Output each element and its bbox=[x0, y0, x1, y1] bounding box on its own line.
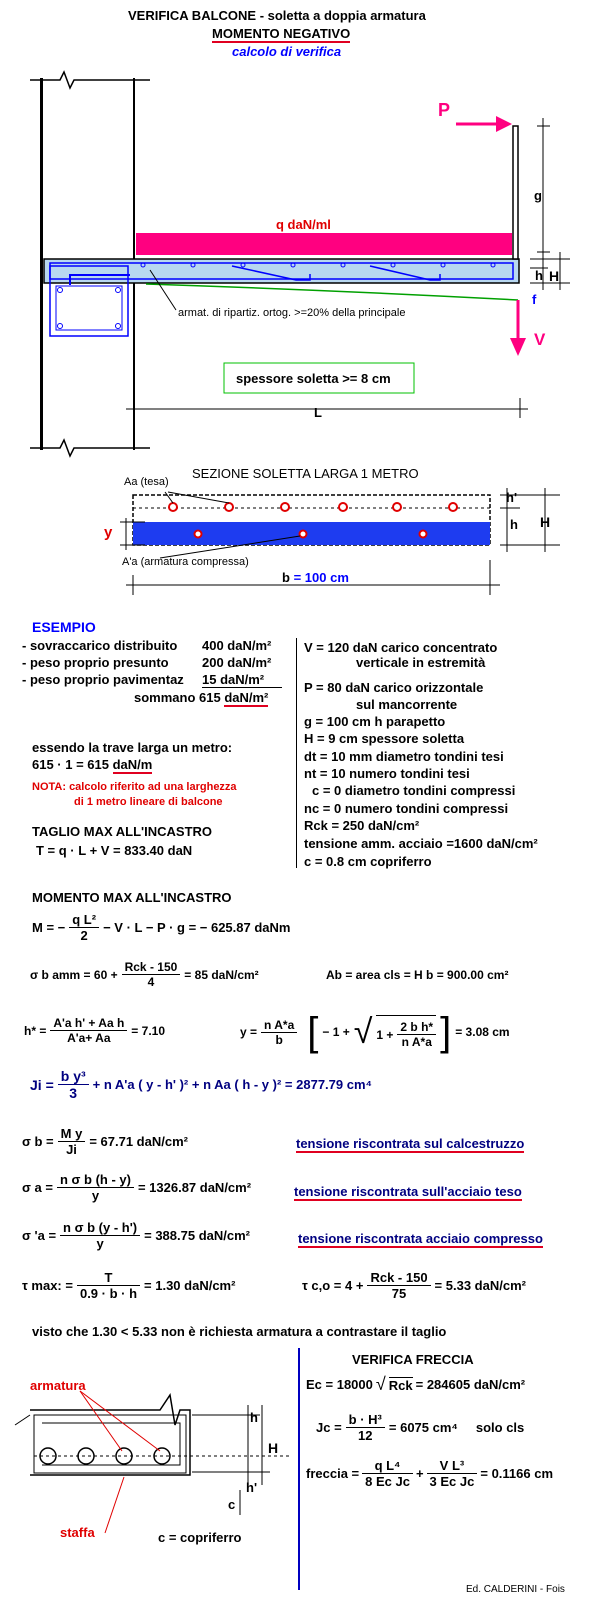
sigma-b-amm-rhs: = 85 daN/cm² bbox=[184, 967, 259, 982]
tau-max-rhs: = 1.30 daN/cm² bbox=[144, 1278, 236, 1293]
ji-num: b y³ bbox=[58, 1068, 89, 1085]
dim-h2-label: h bbox=[510, 517, 518, 532]
sqrt-icon: √ bbox=[353, 1012, 373, 1051]
param-rck: Rck = 250 daN/cm² bbox=[304, 818, 420, 833]
y-inner: 1 + bbox=[376, 1027, 394, 1042]
sqrt-body bbox=[376, 1015, 436, 1049]
dim-y-label: y bbox=[104, 524, 113, 541]
force-v-label: V bbox=[534, 330, 546, 349]
ab-formula: Ab = area cls = H b = 900.00 cm² bbox=[326, 968, 509, 982]
tau-co-rhs: = 5.33 daN/cm² bbox=[434, 1278, 526, 1293]
nota-line2: di 1 metro lineare di balcone bbox=[74, 796, 223, 808]
copriferro-label: c = copriferro bbox=[158, 1530, 242, 1545]
load-q-label: q daN/ml bbox=[276, 217, 331, 232]
sommano-unit: daN/m² bbox=[224, 690, 269, 705]
jc-num: b · H³ bbox=[346, 1412, 385, 1428]
freccia-formula bbox=[306, 1458, 553, 1489]
stirrup-hprime-label: h' bbox=[246, 1480, 258, 1495]
hstar-formula bbox=[24, 1016, 165, 1045]
ec-lhs: Ec = 18000 bbox=[306, 1377, 373, 1392]
sigma-b-rhs: = 67.71 daN/cm² bbox=[89, 1134, 188, 1149]
dim-b-value: = 100 cm bbox=[293, 570, 349, 585]
jc-rhs: = 6075 cm⁴ bbox=[388, 1420, 458, 1435]
calc615-text: 615 · 1 = 615 bbox=[32, 757, 109, 772]
tau-co-den: 75 bbox=[391, 1286, 407, 1301]
page-title: VERIFICA BALCONE - soletta a doppia armatura bbox=[128, 8, 426, 23]
sigma-b-lhs: σ b = bbox=[22, 1134, 54, 1149]
freccia-divider bbox=[298, 1348, 300, 1590]
sigma-b-amm-den: 4 bbox=[147, 975, 155, 989]
momento-title: MOMENTO MAX ALL'INCASTRO bbox=[32, 890, 232, 905]
tau-co-lhs: τ c,o = 4 + bbox=[302, 1278, 364, 1293]
jc-lhs: Jc = bbox=[316, 1420, 342, 1435]
spessore-note: spessore soletta >= 8 cm bbox=[236, 371, 391, 386]
stirrup-H-label: H bbox=[268, 1440, 279, 1456]
dim-b-label: b bbox=[282, 570, 290, 585]
nota-line1: NOTA: calcolo riferito ad una larghezza bbox=[32, 781, 237, 793]
a2a-label: A'a (armatura compressa) bbox=[122, 556, 249, 568]
sigma-2a-note: tensione riscontrata acciaio compresso bbox=[298, 1231, 543, 1246]
armatura-label: armatura bbox=[30, 1378, 86, 1393]
moment-num: q L² bbox=[69, 912, 99, 928]
sigma-a-note: tensione riscontrata sull'acciaio teso bbox=[294, 1184, 522, 1199]
freccia-num2: V L³ bbox=[427, 1458, 478, 1474]
ec-sqrt-icon: √ bbox=[375, 1374, 386, 1394]
sigma-2a-rhs: = 388.75 daN/cm² bbox=[144, 1228, 250, 1243]
y-inner-den: n A*a bbox=[401, 1035, 432, 1049]
tau-max-den: 0.9 · b · h bbox=[79, 1286, 138, 1301]
calc-label: calcolo di verifica bbox=[232, 44, 342, 59]
sigma-b-amm-num: Rck - 150 bbox=[122, 960, 181, 975]
essendo-text: essendo la trave larga un metro: bbox=[32, 740, 233, 755]
deflection-f-label: f bbox=[532, 292, 537, 307]
sigma-a-num: n σ b (h - y) bbox=[57, 1172, 134, 1188]
sigma-a-rhs: = 1326.87 daN/cm² bbox=[137, 1180, 252, 1195]
ji-formula bbox=[30, 1068, 372, 1101]
sigma-2a-formula bbox=[22, 1220, 250, 1251]
load-value-3: 15 daN/m² bbox=[202, 672, 282, 688]
moment-formula bbox=[32, 912, 290, 943]
ec-rhs: = 284605 daN/cm² bbox=[415, 1377, 526, 1392]
tau-max-formula bbox=[22, 1270, 235, 1301]
sigma-b-amm-formula bbox=[30, 960, 259, 989]
param-c: c = 0 diametro tondini compressi bbox=[312, 783, 516, 798]
moment-rhs: − V · L − P · g = − 625.87 daNm bbox=[103, 920, 291, 935]
armat-label: armat. di ripartiz. ortog. >=20% della principale bbox=[178, 307, 406, 319]
y-formula bbox=[240, 1012, 510, 1052]
ec-root: Rck bbox=[388, 1377, 413, 1393]
param-p: P = 80 daN carico orizzontale bbox=[304, 680, 484, 695]
ec-formula bbox=[306, 1374, 525, 1395]
footer-credit: Ed. CALDERINI - Fois bbox=[466, 1584, 565, 1595]
sigma-a-formula bbox=[22, 1172, 251, 1203]
y-mid: − 1 + bbox=[322, 1025, 350, 1039]
freccia-rhs: = 0.1166 cm bbox=[480, 1466, 554, 1481]
sommano-label: sommano 615 bbox=[134, 690, 221, 705]
param-copriferro: c = 0.8 cm copriferro bbox=[304, 854, 432, 869]
calc615-unit: daN/m bbox=[112, 757, 153, 772]
load-value-1: 400 daN/m² bbox=[202, 638, 272, 653]
load-label-2: - peso proprio presunto bbox=[22, 655, 169, 670]
y-num: n A*a bbox=[261, 1018, 297, 1033]
sigma-b-den: Ji bbox=[66, 1142, 77, 1157]
param-v-2: verticale in estremità bbox=[356, 655, 486, 670]
dim-H-label: H bbox=[549, 268, 560, 284]
visto-text: visto che 1.30 < 5.33 non è richiesta armatura a contrastare il taglio bbox=[32, 1324, 447, 1339]
load-value-2: 200 daN/m² bbox=[202, 655, 272, 670]
tau-max-lhs: τ max: = bbox=[22, 1278, 73, 1293]
hstar-lhs: h* = bbox=[24, 1023, 47, 1038]
freccia-plus: + bbox=[415, 1466, 424, 1481]
force-p-label: P bbox=[438, 100, 451, 120]
sigma-2a-lhs: σ 'a = bbox=[22, 1228, 57, 1243]
esempio-title: ESEMPIO bbox=[32, 619, 96, 635]
sigma-b-num: M y bbox=[58, 1126, 86, 1142]
sigma-2a-den: y bbox=[96, 1236, 104, 1251]
sigma-b-note: tensione riscontrata sul calcestruzzo bbox=[296, 1136, 525, 1151]
jc-note: solo cls bbox=[475, 1420, 525, 1435]
y-rhs: = 3.08 cm bbox=[455, 1025, 510, 1039]
taglio-title: TAGLIO MAX ALL'INCASTRO bbox=[32, 824, 213, 839]
sigma-b-formula bbox=[22, 1126, 188, 1157]
sigma-b-amm-lhs: σ b amm = 60 + bbox=[30, 967, 118, 982]
y-lhs: y = bbox=[240, 1025, 258, 1039]
stirrup-h-label: h bbox=[250, 1410, 258, 1425]
section-title: SEZIONE SOLETTA LARGA 1 METRO bbox=[192, 466, 419, 481]
freccia-lhs: freccia = bbox=[306, 1466, 360, 1481]
right-bracket: ] bbox=[440, 1010, 452, 1054]
sigma-2a-num: n σ b (y - h') bbox=[60, 1220, 140, 1236]
param-dt: dt = 10 mm diametro tondini tesi bbox=[304, 749, 504, 764]
param-tensione: tensione amm. acciaio =1600 daN/cm² bbox=[304, 836, 538, 851]
staffa-label: staffa bbox=[60, 1525, 95, 1540]
tau-co-num: Rck - 150 bbox=[367, 1270, 430, 1286]
page-subtitle: MOMENTO NEGATIVO bbox=[212, 26, 351, 41]
dim-g-label: g bbox=[534, 188, 542, 203]
jc-formula bbox=[316, 1412, 524, 1443]
moment-den: 2 bbox=[80, 928, 88, 943]
taglio-formula: T = q · L + V = 833.40 daN bbox=[36, 843, 193, 858]
param-H: H = 9 cm spessore soletta bbox=[304, 731, 465, 746]
tau-max-num: T bbox=[77, 1270, 140, 1286]
freccia-den1: 8 Ec Jc bbox=[365, 1474, 410, 1489]
param-nt: nt = 10 numero tondini tesi bbox=[304, 766, 470, 781]
param-p-2: sul mancorrente bbox=[356, 697, 458, 712]
param-v: V = 120 daN carico concentrato bbox=[304, 640, 498, 655]
load-label-1: - sovraccarico distribuito bbox=[22, 638, 178, 653]
tau-co-formula bbox=[302, 1270, 526, 1301]
ji-rhs: + n A'a ( y - h' )² + n Aa ( h - y )² = 2877.79 cm⁴ bbox=[92, 1077, 372, 1092]
column-divider bbox=[296, 638, 297, 868]
hstar-num: A'a h' + Aa h bbox=[50, 1016, 127, 1031]
y-inner-num: 2 b h* bbox=[397, 1020, 436, 1035]
ji-lhs: Ji = bbox=[30, 1076, 54, 1093]
jc-den: 12 bbox=[358, 1428, 373, 1443]
dim-hprime-label: h' bbox=[506, 490, 518, 505]
dim-h-label: h bbox=[535, 268, 543, 283]
param-nc: nc = 0 numero tondini compressi bbox=[304, 801, 509, 816]
freccia-title: VERIFICA FRECCIA bbox=[352, 1352, 474, 1367]
moment-lhs: M = − bbox=[32, 920, 66, 935]
sigma-a-den: y bbox=[91, 1188, 100, 1203]
sigma-a-lhs: σ a = bbox=[22, 1180, 53, 1195]
stirrup-c-label: c bbox=[228, 1497, 236, 1512]
y-den: b bbox=[275, 1032, 283, 1047]
dim-H2-label: H bbox=[540, 514, 551, 530]
load-label-3: - peso proprio pavimentaz bbox=[22, 672, 184, 687]
dim-L-label: L bbox=[314, 405, 322, 420]
freccia-num1: q L⁴ bbox=[362, 1458, 413, 1474]
param-g: g = 100 cm h parapetto bbox=[304, 714, 446, 729]
aa-tesa-label: Aa (tesa) bbox=[124, 476, 169, 488]
ji-den: 3 bbox=[69, 1085, 78, 1101]
left-bracket: [ bbox=[307, 1010, 319, 1054]
freccia-den2: 3 Ec Jc bbox=[429, 1474, 475, 1489]
hstar-rhs: = 7.10 bbox=[131, 1023, 165, 1038]
hstar-den: A'a+ Aa bbox=[67, 1031, 111, 1045]
